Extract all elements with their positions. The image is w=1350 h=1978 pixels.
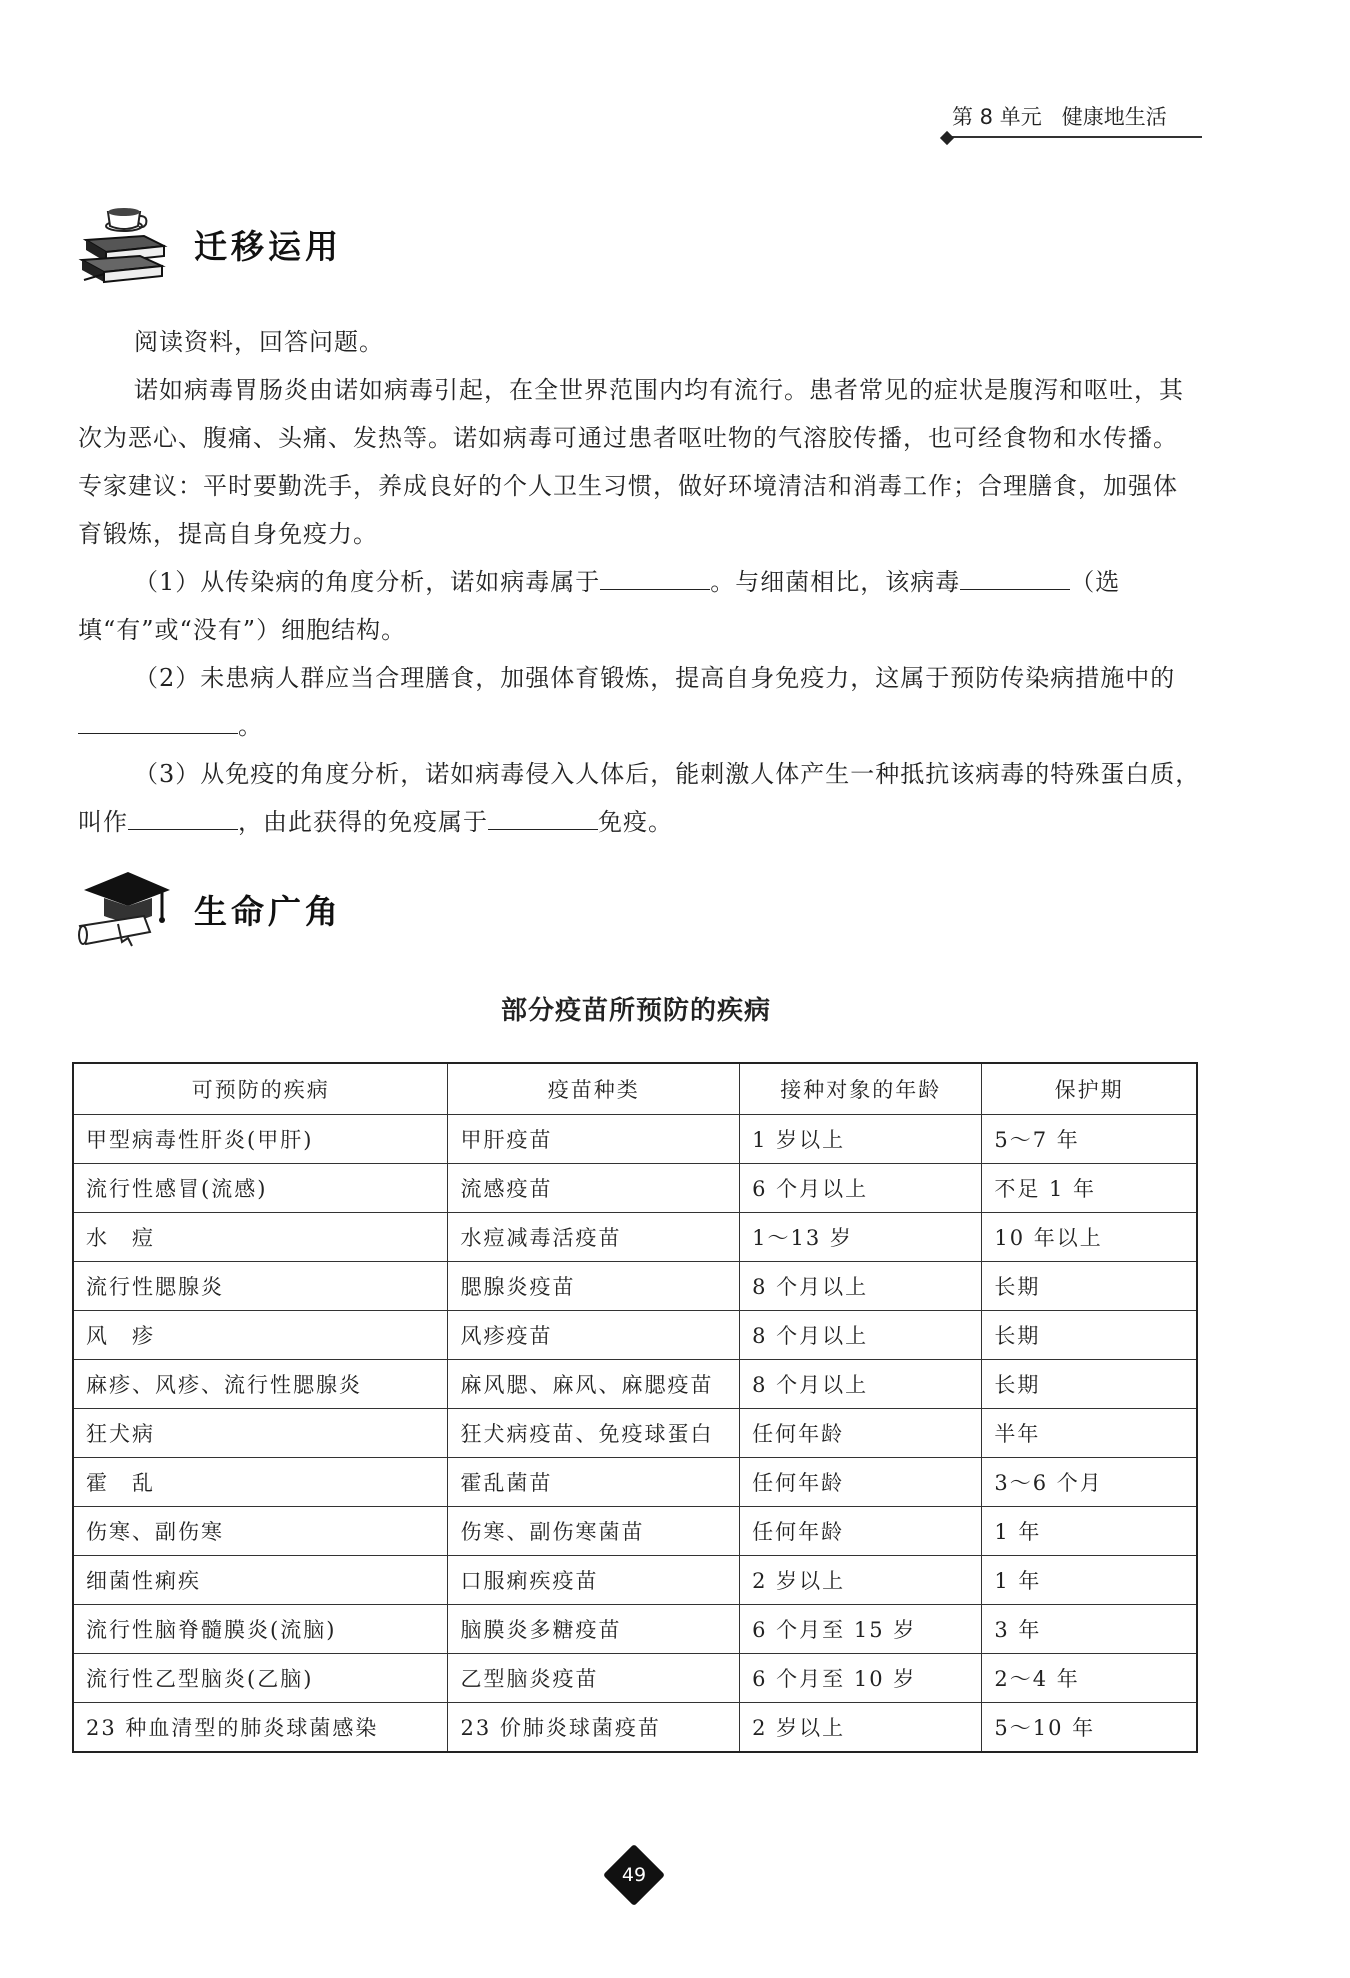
page-number-badge (612, 1853, 656, 1897)
table-cell: 8 个月以上 (740, 1360, 982, 1409)
table-cell: 5～10 年 (982, 1703, 1197, 1753)
section-title: 迁移运用 (194, 226, 342, 266)
section-title: 生命广角 (194, 891, 342, 931)
question-3 (78, 750, 1202, 846)
table-cell: 2 岁以上 (740, 1703, 982, 1753)
table-cell: 甲肝疫苗 (448, 1115, 740, 1164)
table-cell: 风 疹 (73, 1311, 448, 1360)
question-2-part-b: 。 (238, 712, 263, 740)
question-2-part-a: （2）未患病人群应当合理膳食，加强体育锻炼，提高自身免疫力，这属于预防传染病措施中的 (134, 664, 1176, 692)
table-header-row (73, 1063, 1197, 1115)
page-number: 49 (621, 1864, 647, 1886)
intro-text: 阅读资料，回答问题。 (134, 328, 384, 356)
section-heading-life (78, 866, 342, 952)
table-cell: 不足 1 年 (982, 1164, 1197, 1213)
table-cell: 细菌性痢疾 (73, 1556, 448, 1605)
table-row (73, 1213, 1197, 1262)
question-3-part-b: ，由此获得的免疫属于 (238, 808, 488, 836)
table-cell: 8 个月以上 (740, 1262, 982, 1311)
topic-label: 健康地生活 (1061, 105, 1167, 129)
answer-blank-2[interactable] (960, 559, 1070, 590)
table-cell: 5～7 年 (982, 1115, 1197, 1164)
table-cell: 6 个月至 10 岁 (740, 1654, 982, 1703)
table-row (73, 1409, 1197, 1458)
table-cell: 风疹疫苗 (448, 1311, 740, 1360)
table-body (73, 1115, 1197, 1753)
vaccine-table (72, 1062, 1198, 1753)
table-cell: 1 年 (982, 1507, 1197, 1556)
table-cell: 1～13 岁 (740, 1213, 982, 1262)
column-header: 可预防的疾病 (73, 1063, 448, 1115)
table-cell: 长期 (982, 1311, 1197, 1360)
running-header (952, 96, 1202, 138)
table-cell: 2～4 年 (982, 1654, 1197, 1703)
table-cell: 伤寒、副伤寒 (73, 1507, 448, 1556)
table-row (73, 1605, 1197, 1654)
answer-blank-4[interactable] (128, 799, 238, 830)
table-cell: 半年 (982, 1409, 1197, 1458)
table-cell: 甲型病毒性肝炎(甲肝) (73, 1115, 448, 1164)
table-cell: 10 年以上 (982, 1213, 1197, 1262)
question-2 (78, 654, 1202, 750)
books-coffee-icon (78, 196, 170, 292)
answer-blank-3[interactable] (78, 703, 238, 734)
question-1 (78, 558, 1202, 654)
table-cell: 1 岁以上 (740, 1115, 982, 1164)
table-cell: 3～6 个月 (982, 1458, 1197, 1507)
table-cell: 23 种血清型的肺炎球菌感染 (73, 1703, 448, 1753)
table-cell: 水 痘 (73, 1213, 448, 1262)
table-cell: 腮腺炎疫苗 (448, 1262, 740, 1311)
table-cell: 流行性乙型脑炎(乙脑) (73, 1654, 448, 1703)
table-cell: 霍乱菌苗 (448, 1458, 740, 1507)
table-cell: 6 个月以上 (740, 1164, 982, 1213)
table-cell: 任何年龄 (740, 1409, 982, 1458)
question-1-part-a: （1）从传染病的角度分析，诺如病毒属于 (134, 568, 601, 596)
diamond-icon (940, 131, 954, 145)
reading-passage (78, 318, 1202, 846)
table-row (73, 1654, 1197, 1703)
answer-blank-1[interactable] (600, 559, 710, 590)
table-row (73, 1556, 1197, 1605)
table-cell: 任何年龄 (740, 1507, 982, 1556)
table-cell: 8 个月以上 (740, 1311, 982, 1360)
table-cell: 23 价肺炎球菌疫苗 (448, 1703, 740, 1753)
table-cell: 乙型脑炎疫苗 (448, 1654, 740, 1703)
table-title: 部分疫苗所预防的疾病 (500, 996, 771, 1026)
table-cell: 霍 乱 (73, 1458, 448, 1507)
table-row (73, 1507, 1197, 1556)
table-cell: 长期 (982, 1262, 1197, 1311)
table-cell: 口服痢疾疫苗 (448, 1556, 740, 1605)
passage-text: 诺如病毒胃肠炎由诺如病毒引起，在全世界范围内均有流行。患者常见的症状是腹泻和呕吐，其次为恶心、腹痛、头痛、发热等。诺如病毒可通过患者呕吐物的气溶胶传播，也可经食物和水传播。专家建议：平时要勤洗手，养成良好的个人卫生习惯，做好环境清洁和消毒工作；合理膳食，加强体育锻炼，提高自身免疫力。 (78, 376, 1184, 548)
column-header: 接种对象的年龄 (740, 1063, 982, 1115)
column-header: 疫苗种类 (448, 1063, 740, 1115)
question-1-part-b: 。与细菌相比，该病毒 (710, 568, 961, 596)
question-3-part-a: （3）从免疫的角度分析，诺如病毒侵入人体后，能刺激人体产生一种抵抗该病毒的特殊蛋白质，叫作 (78, 760, 1201, 836)
table-row (73, 1164, 1197, 1213)
table-cell: 任何年龄 (740, 1458, 982, 1507)
question-1-part-c: （选填“有”或“没有”）细胞结构。 (78, 568, 1121, 644)
column-header: 保护期 (982, 1063, 1197, 1115)
table-cell: 1 年 (982, 1556, 1197, 1605)
table-cell: 麻疹、风疹、流行性腮腺炎 (73, 1360, 448, 1409)
question-3-part-c: 免疫。 (598, 808, 673, 836)
table-cell: 伤寒、副伤寒菌苗 (448, 1507, 740, 1556)
table-cell: 脑膜炎多糖疫苗 (448, 1605, 740, 1654)
table-cell: 长期 (982, 1360, 1197, 1409)
table-row (73, 1262, 1197, 1311)
table-cell: 流行性脑脊髓膜炎(流脑) (73, 1605, 448, 1654)
table-row (73, 1360, 1197, 1409)
table-cell: 流感疫苗 (448, 1164, 740, 1213)
table-cell: 6 个月至 15 岁 (740, 1605, 982, 1654)
table-cell: 流行性感冒(流感) (73, 1164, 448, 1213)
table-cell: 狂犬病疫苗、免疫球蛋白 (448, 1409, 740, 1458)
answer-blank-5[interactable] (488, 799, 598, 830)
table-row (73, 1115, 1197, 1164)
table-cell: 3 年 (982, 1605, 1197, 1654)
table-cell: 2 岁以上 (740, 1556, 982, 1605)
table-cell: 水痘减毒活疫苗 (448, 1213, 740, 1262)
table-row (73, 1311, 1197, 1360)
table-cell: 麻风腮、麻风、麻腮疫苗 (448, 1360, 740, 1409)
section-heading-transfer (78, 196, 342, 292)
table-row (73, 1458, 1197, 1507)
table-row (73, 1703, 1197, 1753)
table-cell: 狂犬病 (73, 1409, 448, 1458)
graduation-cap-icon (78, 866, 170, 952)
unit-label: 第 8 单元 (952, 105, 1042, 129)
table-cell: 流行性腮腺炎 (73, 1262, 448, 1311)
